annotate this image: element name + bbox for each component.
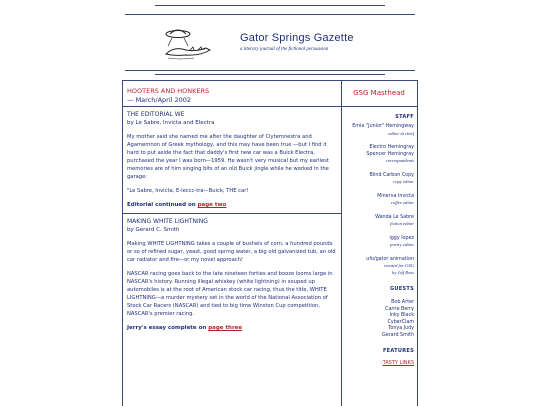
mid-rule — [125, 70, 415, 71]
staff-name: iggy lopez — [389, 235, 414, 241]
staff-name: Blind Carbon Copy — [369, 172, 414, 178]
guest-name: Tonya Judy — [388, 326, 414, 331]
staff-name: ufo/gator animation — [366, 256, 414, 262]
issue-date: — March/April 2002 — [127, 96, 192, 104]
staff-entry — [341, 194, 417, 207]
staff-entry — [341, 215, 417, 228]
staff-entry — [341, 124, 417, 137]
top-rule — [155, 5, 385, 6]
staff-name: Minerva Invicta — [377, 193, 414, 199]
masthead-sidebar — [341, 80, 418, 406]
staff-role: copy editor — [393, 179, 414, 184]
masthead-heading: GSG Masthead — [341, 81, 417, 107]
features-label: FEATURES — [382, 348, 414, 354]
continue-text: Editorial continued on — [127, 202, 198, 208]
article-paragraph: Making WHITE LIGHTNING takes a couple of bushels of corn, a hundred pounds or so of refined sugar, yeast, good spring water, a big old galvanized tub, an old car radiator and fire—or my novel approach! — [127, 241, 336, 263]
guest-name: Carrie Berry — [385, 306, 414, 312]
staff-entry — [341, 257, 417, 277]
guests-label: GUESTS — [390, 286, 414, 292]
continue-note — [127, 201, 337, 209]
continue-text: Jerry's essay complete on — [127, 325, 209, 331]
article-title: THE EDITORIAL WE — [127, 111, 185, 118]
article-title: MAKING WHITE LIGHTNING — [127, 218, 208, 225]
guest-name: Gerard Smith — [381, 332, 414, 338]
staff-label: STAFF — [395, 114, 414, 120]
article-paragraph: NASCAR racing goes back to the late nineteen forties and booze looms large in NASCAR's history. Running illegal whiskey (white lightning) in souped up automobiles is at the root of American stock car racing, thus the title, WHITE LIGHTNING—a murder mystery set in the world of the National Association of Stock Car Racers (NASCAR) and tied to big time Winston Cup competition, NASCAR's premier racing. — [127, 271, 333, 317]
article-byline: by Le Sabre, Invicta and Electra — [127, 120, 215, 126]
page-three-link[interactable]: page three — [208, 325, 243, 331]
staff-role: editor in chief — [388, 130, 414, 136]
main-column — [122, 80, 342, 406]
page-two-link[interactable]: page two — [197, 202, 227, 208]
staff-name: Wanda Le Sabre — [375, 214, 414, 220]
site-title: Gator Springs Gazette — [240, 32, 354, 44]
tasty-links-link[interactable]: TASTY LINKS — [382, 360, 414, 366]
top-rule-2 — [125, 14, 415, 15]
staff-role: coffee editor — [390, 200, 414, 205]
issue-title: HOOTERS AND HONKERS — [127, 87, 210, 95]
staff-entry — [341, 145, 417, 165]
article-white-lightning — [123, 214, 341, 336]
staff-entry — [341, 173, 417, 186]
staff-name: Ernie "Junior" Hemingway — [352, 124, 414, 129]
guest-name: Bob Arter — [391, 300, 414, 305]
guest-name: Inky Black — [389, 313, 414, 318]
site-subtitle: a literary journal of the fictional persuasion — [240, 47, 329, 52]
mid-rule-2 — [155, 74, 385, 75]
staff-role: created for GSG — [383, 263, 414, 268]
staff-name: Electro Hemingray Spencer Hemingray — [366, 145, 414, 157]
article-byline: by Gerard C. Smith — [127, 227, 180, 233]
article-paragraph: "Le Sabre, Invicta, E-leccc-tra—Buick, THE car! — [127, 188, 249, 194]
staff-credit: by Jeff Ross — [392, 269, 414, 275]
staff-entry — [341, 236, 417, 249]
gator-ufo-logo — [160, 24, 218, 62]
staff-role: fiction editor — [390, 221, 414, 226]
staff-role: poetry editor — [390, 242, 414, 247]
continue-note — [127, 324, 337, 332]
staff-role: correspondents — [385, 158, 414, 163]
issue-header — [123, 81, 341, 107]
article-editorial — [123, 107, 341, 214]
guest-name: CyberClam — [387, 319, 414, 325]
article-paragraph: My mother said she named me after the daughter of Clytemnestra and Agamemnon of Greek mythology, and this may have been true —but I find it hard to put aside the fact that daddy's first new car was a Buick Electra, purchased the year I was born—1959. He wasn't very musical but my earliest memories are of him singing bits of an old Buick jingle while he worked in the garage: — [127, 134, 329, 180]
